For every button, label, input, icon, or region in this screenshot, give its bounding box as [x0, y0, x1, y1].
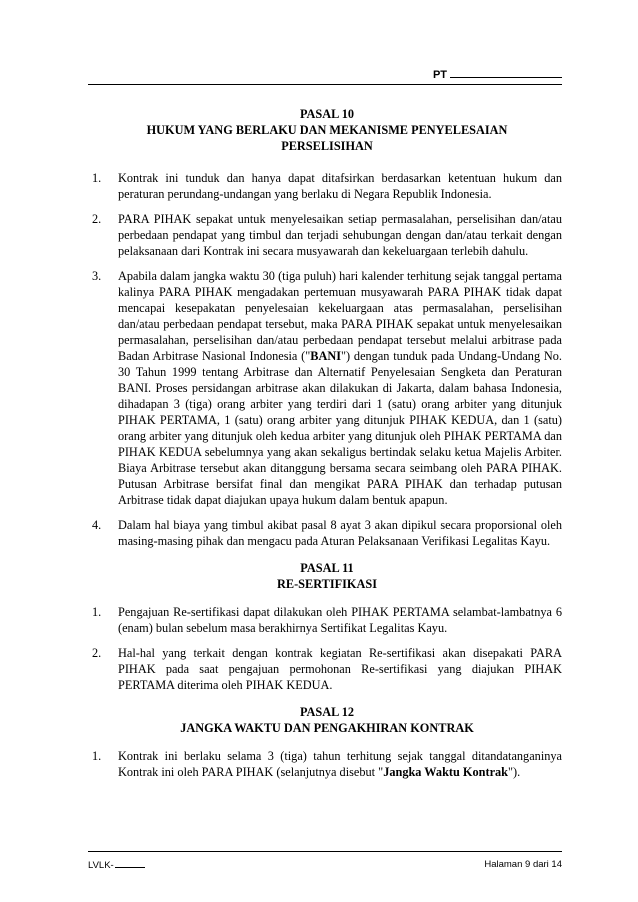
section-pasal-10: [92, 106, 562, 549]
page-number: Halaman 9 dari 14: [484, 859, 562, 870]
clause-number: 4.: [92, 518, 102, 532]
clause-number: 1.: [92, 171, 102, 185]
clause: [92, 268, 562, 508]
bold-term: Jangka Waktu Kontrak: [383, 765, 509, 779]
section-pasal-12: [92, 704, 562, 780]
company-label: PT: [433, 68, 562, 81]
clause: [92, 211, 562, 259]
section-number: PASAL 11: [300, 561, 354, 575]
section-pasal-11: [92, 560, 562, 693]
clause: [92, 748, 562, 780]
clause-text: Dalam hal biaya yang timbul akibat pasal 8 ayat 3 akan dipikul secara proporsional oleh masing-masing pihak dan mengacu pada Aturan Pelaksanaan Verifikasi Legalitas Kayu.: [118, 518, 562, 548]
clause-number: 2.: [92, 212, 102, 226]
bold-term: BANI: [310, 349, 342, 363]
section-number: PASAL 10: [299, 107, 355, 121]
clause-number: 1.: [92, 749, 102, 763]
doc-number-blank: [115, 859, 145, 868]
section-title: JANGKA WAKTU DAN PENGAKHIRAN KONTRAK: [180, 721, 474, 735]
company-name-blank: [450, 68, 562, 78]
clause: [92, 170, 562, 202]
clause-text: Apabila dalam jangka waktu 30 (tiga puluh) hari kalender terhitung sejak tanggal pertama kalinya PARA PIHAK mengadakan pertemuan musyawarah PARA PIHAK tidak dapat mencapai kesepakatan penyelesaian kekeluargaan atas permasalahan, perselisihan dan/atau perbedaan pendapat tersebut, maka PARA PIHAK sepakat untuk menyelesaikan permasalahan, perselisihan dan/atau perbedaan pendapat tersebut melalui arbitrase pada Badan Arbitrase Nasional Indonesia ("BANI") dengan tunduk pada Undang-Undang No. 30 Tahun 1999 tentang Arbitrase dan Alternatif Penyelesaian Sengketa dan Peraturan BANI. Proses persidangan arbitrase akan dilakukan di Jakarta, dalam bahasa Indonesia, dihadapan 3 (tiga) orang arbiter yang terdiri dari 1 (satu) orang arbiter yang ditunjuk PIHAK PERTAMA, 1 (satu) orang arbiter yang ditunjuk PIHAK KEDUA, dan 1 (satu) orang arbiter yang ditunjuk oleh kedua arbiter yang ditunjuk oleh PIHAK PERTAMA dan PIHAK KEDUA sebelumnya yang akan sekaligus bertindak selaku ketua Majelis Arbiter. Biaya Arbitrase tersebut akan ditanggung bersama secara seimbang oleh PARA PIHAK. Putusan Arbitrase bersifat final dan mengikat PARA PIHAK dan terhadap putusan Arbitrase tidak dapat diajukan upaya hukum dalam bentuk apapun.: [118, 269, 562, 507]
clause-text: Pengajuan Re-sertifikasi dapat dilakukan oleh PIHAK PERTAMA selambat-lambatnya 6 (enam) bulan sebelum masa berakhirnya Sertifikat Legalitas Kayu.: [118, 605, 562, 635]
section-title: HUKUM YANG BERLAKU DAN MEKANISME PENYELESAIAN: [146, 123, 508, 137]
clause-number: 1.: [92, 605, 102, 619]
clause: [92, 517, 562, 549]
clause-text: Hal-hal yang terkait dengan kontrak kegiatan Re-sertifikasi akan disepakati PARA PIHAK pada saat pengajuan permohonan Re-sertifikasi yang diajukan PIHAK PERTAMA diterima oleh PIHAK KEDUA.: [118, 646, 562, 692]
document-body: [92, 106, 562, 780]
clause-number: 2.: [92, 646, 102, 660]
section-number: PASAL 12: [299, 705, 355, 719]
clause: [92, 645, 562, 693]
section-title: RE-SERTIFIKASI: [276, 577, 378, 591]
footer-doc-code: LVLK-: [88, 859, 145, 871]
clause-text: PARA PIHAK sepakat untuk menyelesaikan setiap permasalahan, perselisihan dan/atau perbedaan pendapat yang timbul dan terjadi sehubungan dengan dan/atau terkait dengan pelaksanaan dari Kontrak ini secara musyawarah dan kekeluargaan terlebih dahulu.: [118, 212, 562, 258]
clause: [92, 604, 562, 636]
clause-number: 3.: [92, 269, 102, 283]
page-header: [88, 64, 562, 85]
clause-text: Kontrak ini berlaku selama 3 (tiga) tahun terhitung sejak tanggal ditandatanganinya Kontrak ini oleh PARA PIHAK (selanjutnya disebut "Jangka Waktu Kontrak").: [118, 749, 562, 779]
section-title-cont: PERSELISIHAN: [281, 139, 373, 153]
page-footer: [88, 851, 562, 872]
clause-text: Kontrak ini tunduk dan hanya dapat ditafsirkan berdasarkan ketentuan hukum dan peraturan perundang-undangan yang berlaku di Negara Republik Indonesia.: [118, 171, 562, 201]
